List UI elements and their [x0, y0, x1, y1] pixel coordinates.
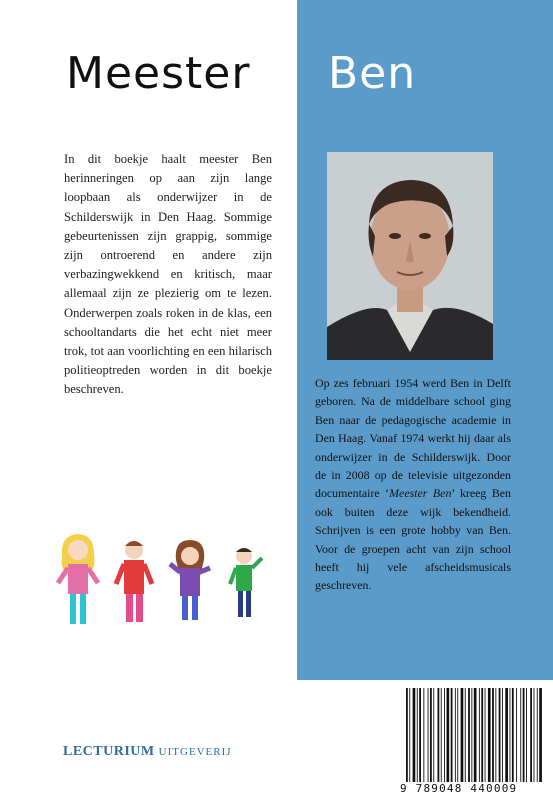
- barcode-bar: [451, 688, 453, 782]
- barcode-bar: [417, 688, 418, 782]
- barcode-bar: [492, 688, 494, 782]
- barcode-bar: [499, 688, 501, 782]
- barcode-bar: [512, 688, 514, 782]
- barcode-bar: [438, 688, 440, 782]
- blurb-text: In dit boekje haalt meester Ben herinneringen op aan zijn lange loopbaan als onderwijzer in de Schilderswijk in Den Haag. Sommige gebeurtenissen zijn grappig, sommige zijn ontroerend en andere zijn verbazingwekkend en kritisch, maar allemaal zijn ze plezierig om te lezen. Onderwerpen zoals roken in de klas, een schooltandarts die het echt niet meer trok, tot aan voorlichting en een hilarisch politieoptreden worden in dit boekje beschreven.: [64, 152, 272, 397]
- barcode-bar: [502, 688, 503, 782]
- barcode-bar: [481, 688, 483, 782]
- barcode-bar: [485, 688, 486, 782]
- barcode-bar: [468, 688, 470, 782]
- barcode-bar: [530, 688, 532, 782]
- barcode-bar: [428, 688, 429, 782]
- isbn-barcode: [400, 688, 550, 798]
- title-ben: Ben: [328, 48, 417, 99]
- barcode-bar: [537, 688, 538, 782]
- barcode-bar: [441, 688, 442, 782]
- barcode-bar: [523, 688, 525, 782]
- children-drawing: [50, 528, 280, 633]
- barcode-bar: [444, 688, 445, 782]
- barcode-bar: [457, 688, 458, 782]
- children-drawing-icon: [50, 528, 280, 633]
- barcode-bar: [406, 688, 408, 782]
- barcode-bar: [461, 688, 464, 782]
- barcode-bar: [455, 688, 456, 782]
- barcode-bar: [479, 688, 480, 782]
- author-photo: [327, 152, 493, 360]
- author-portrait-icon: [327, 152, 493, 360]
- barcode-bar: [510, 688, 511, 782]
- publisher-suffix: UITGEVERIJ: [158, 746, 232, 758]
- barcode-icon: [404, 688, 544, 782]
- barcode-bar: [430, 688, 432, 782]
- title-meester: Meester: [66, 48, 251, 99]
- barcode-bar: [505, 688, 508, 782]
- barcode-bar: [447, 688, 450, 782]
- barcode-bar: [520, 688, 521, 782]
- author-bio: [315, 374, 511, 595]
- publisher-logo: [63, 744, 232, 760]
- barcode-bar: [539, 688, 542, 782]
- barcode-bar: [465, 688, 466, 782]
- publisher-name: LECTURIUM: [63, 744, 155, 759]
- barcode-bar: [516, 688, 517, 782]
- barcode-bar: [495, 688, 496, 782]
- documentary-title: Meester Ben: [389, 486, 452, 501]
- barcode-bar: [534, 688, 535, 782]
- bio-text: Op zes februari 1954 werd Ben in Delft geboren. Na de middelbare school ging Ben naar de pedagogische academie in Den Haag. Vanaf 1974 werkt hij daar als onderwijzer in de Schilderswijk. Door de in 2008 op de televisie uitgezonden documentaire ‘Meester Ben’ kreeg Ben ook buiten deze wijk bekendheid. Schrijven is een grote hobby van Ben. Voor de groepen acht van zijn school heeft hij vele afscheidsmusicals geschreven.: [315, 376, 511, 593]
- barcode-bar: [423, 688, 424, 782]
- barcode-bar: [433, 688, 434, 782]
- barcode-bar: [471, 688, 472, 782]
- barcode-bar: [474, 688, 477, 782]
- barcode-bar: [409, 688, 410, 782]
- barcode-bar: [488, 688, 491, 782]
- back-cover-blurb: [64, 150, 272, 400]
- barcode-bar: [413, 688, 416, 782]
- barcode-bar: [419, 688, 421, 782]
- barcode-bar: [526, 688, 527, 782]
- barcode-number: 9 789048 440009: [400, 782, 518, 795]
